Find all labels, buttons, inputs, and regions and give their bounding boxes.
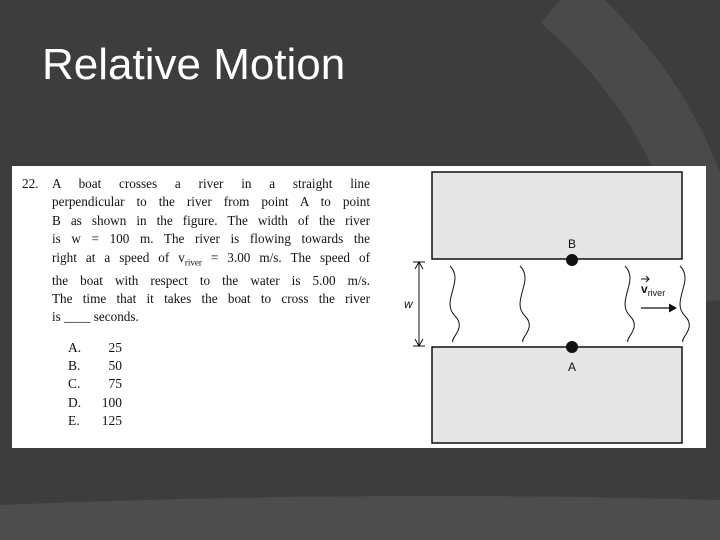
question-line: is ____ seconds. (52, 309, 139, 325)
speed-suffix: = 3.00 m/s. The speed of (201, 249, 370, 265)
answer-choices (68, 339, 122, 430)
point-b-dot (566, 254, 578, 266)
choice-d (68, 394, 122, 412)
choice-value: 125 (101, 412, 122, 428)
upper-bank (432, 172, 682, 259)
choice-value: 50 (108, 358, 122, 374)
lower-bank (432, 347, 682, 443)
choice-value: 25 (108, 340, 122, 355)
point-b-label: B (568, 237, 577, 251)
choice-b (68, 357, 122, 375)
width-label: w (404, 297, 413, 311)
choice-letter: B. (68, 358, 81, 374)
question-number: 22. (22, 176, 39, 191)
choice-value: 100 (101, 394, 122, 410)
river-subscript: river (184, 257, 202, 268)
current-wave (680, 266, 689, 342)
current-wave (520, 266, 529, 342)
current-wave (625, 266, 634, 342)
question-line: B as shown in the figure. The width of the river (52, 212, 370, 228)
current-wave (450, 266, 459, 342)
river-figure (395, 166, 706, 448)
choice-c (68, 375, 122, 393)
slide-title: Relative Motion (42, 40, 346, 89)
choice-letter: A. (68, 340, 82, 355)
speed-prefix: right at a speed of v (52, 249, 185, 265)
question-line: perpendicular to the river from point A to point (52, 194, 370, 210)
velocity-subscript: river (647, 288, 666, 298)
choice-value: 75 (108, 376, 122, 392)
question-line (52, 249, 370, 272)
velocity-label (641, 282, 665, 298)
question-line: A boat crosses a river in a straight line (52, 176, 370, 191)
problem-image (12, 166, 706, 448)
point-a-dot (566, 341, 578, 353)
question-line: is w = 100 m. The river is flowing towards the (52, 231, 370, 247)
velocity-symbol: v (641, 282, 648, 296)
choice-letter: D. (68, 394, 82, 410)
choice-a (68, 339, 122, 357)
question-line: The time that it takes the boat to cross the river (52, 291, 370, 307)
question-text (52, 175, 370, 327)
choice-e (68, 412, 122, 430)
point-a-label: A (568, 360, 577, 374)
choice-letter: E. (68, 412, 80, 428)
choice-letter: C. (68, 376, 81, 392)
question-line: the boat with respect to the water is 5.00 m/s. (52, 272, 370, 288)
